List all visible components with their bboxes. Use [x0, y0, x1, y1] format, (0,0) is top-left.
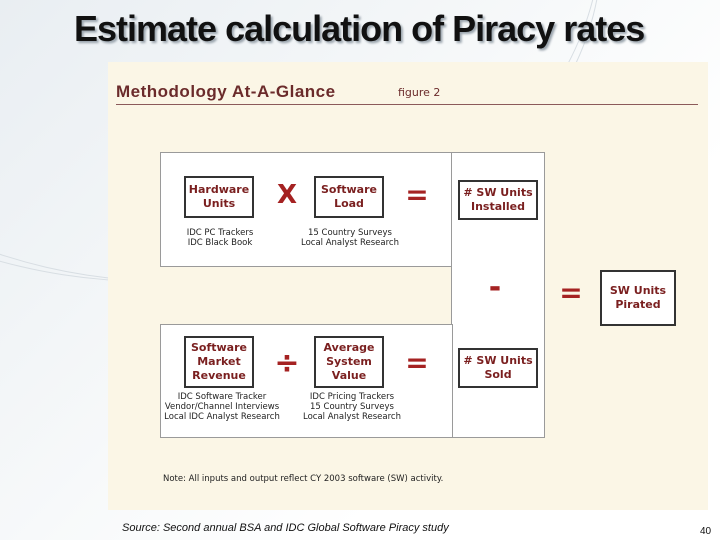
equals-operator-result: = [559, 276, 583, 309]
figure-label: figure 2 [398, 86, 441, 99]
slide-title: Estimate calculation of Piracy rates [74, 8, 645, 49]
multiply-operator: X [276, 180, 298, 210]
market-revenue-sources: IDC Software Tracker Vendor/Channel Interviews Local IDC Analyst Research [164, 392, 280, 422]
software-load-box: Software Load [314, 176, 384, 218]
figure-note: Note: All inputs and output reflect CY 2003 software (SW) activity. [163, 474, 444, 484]
equals-operator-bottom: = [405, 346, 429, 379]
sw-units-sold-box: # SW Units Sold [458, 348, 538, 388]
figure-heading: Methodology At-A-Glance [116, 82, 336, 101]
system-value-sources: IDC Pricing Trackers 15 Country Surveys Local Analyst Research [303, 392, 401, 422]
page-number: 40 [700, 526, 712, 537]
figure-rule [116, 104, 698, 105]
source-citation: Source: Second annual BSA and IDC Global Software Piracy study [122, 522, 449, 534]
software-market-revenue-box: Software Market Revenue [184, 336, 254, 388]
equals-operator-top: = [405, 178, 429, 211]
divide-operator: ÷ [274, 346, 300, 381]
hardware-units-box: Hardware Units [184, 176, 254, 218]
sw-units-pirated-box: SW Units Pirated [600, 270, 676, 326]
sw-units-installed-box: # SW Units Installed [458, 180, 538, 220]
average-system-value-box: Average System Value [314, 336, 384, 388]
software-load-sources: 15 Country Surveys Local Analyst Research [301, 228, 399, 248]
minus-operator: - [488, 270, 502, 305]
methodology-figure [108, 62, 708, 510]
hardware-units-sources: IDC PC Trackers IDC Black Book [186, 228, 254, 248]
